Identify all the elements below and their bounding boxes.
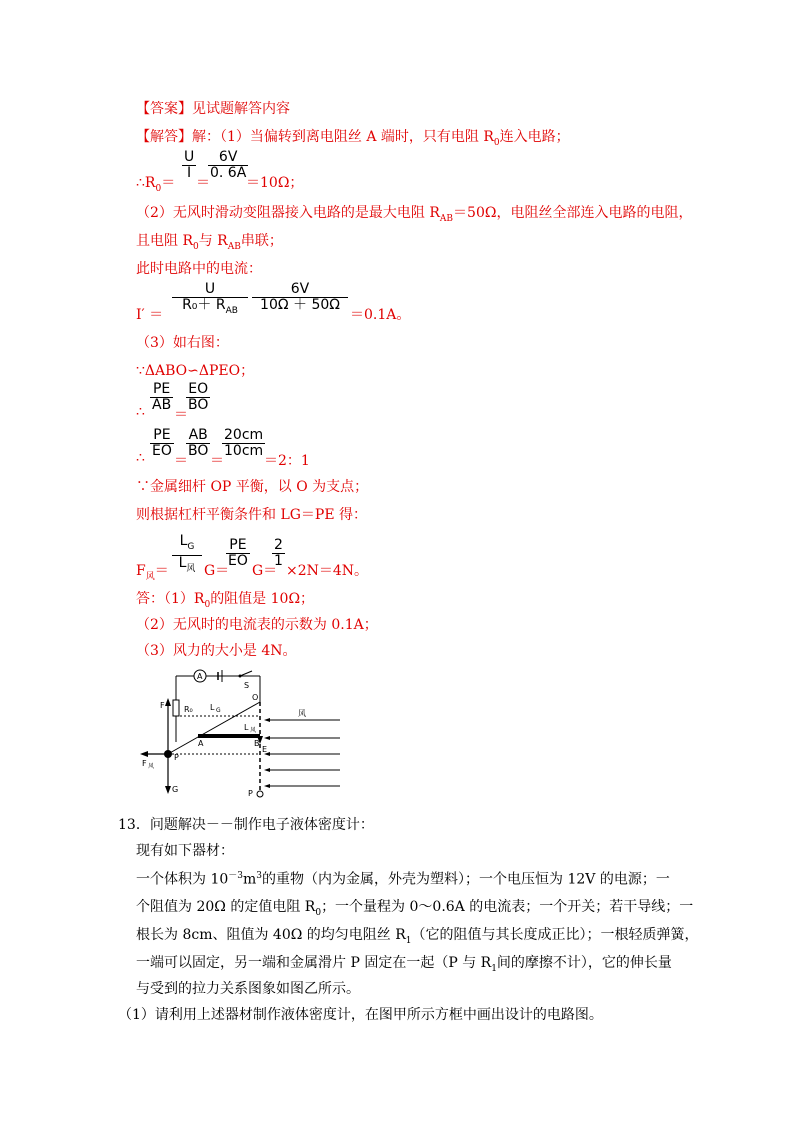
solution-line xyxy=(136,126,570,148)
eq4-result: ＝2：1 xyxy=(264,453,310,469)
part2-line3: 此时电路中的电流： xyxy=(136,261,262,277)
label-g: G xyxy=(172,785,179,794)
label-fwind: F xyxy=(142,759,147,768)
eq4-frac3 xyxy=(222,428,265,459)
sub-text: AB xyxy=(225,305,238,316)
denominator xyxy=(172,298,248,319)
text: 一个体积为 10 xyxy=(136,871,229,888)
num-text: L xyxy=(179,533,188,549)
text: ＝50Ω，电阻丝全部连入电路的电阻， xyxy=(453,205,693,221)
eq5-frac1 xyxy=(172,534,202,577)
part2-line1 xyxy=(136,202,692,224)
denominator: AB xyxy=(152,397,172,413)
label-fwind-sub: 风 xyxy=(148,763,155,770)
label-switch: S xyxy=(244,681,250,690)
eq1-eq2: ＝ xyxy=(196,175,210,191)
numerator: U xyxy=(172,282,248,298)
eq3-frac2 xyxy=(186,382,210,413)
sub-text: 1 xyxy=(491,963,497,974)
numerator: 6V xyxy=(208,150,248,166)
solution-intro-end: 连入电路； xyxy=(499,129,570,145)
sub-text: 0 xyxy=(315,907,322,918)
eq4-frac2 xyxy=(186,428,210,459)
eq4-eq2: ＝ xyxy=(210,453,224,469)
sub-text: G xyxy=(187,541,195,552)
eq3-frac1 xyxy=(150,382,173,413)
denominator xyxy=(172,556,202,577)
gravity-arrow-icon xyxy=(165,786,171,794)
label-f: F xyxy=(160,701,165,710)
label-lwind-sub: 风 xyxy=(250,727,257,734)
label-r0: R₀ xyxy=(184,705,193,714)
eq3-lhs: ∴ xyxy=(136,404,145,420)
denominator: BO xyxy=(188,443,209,459)
q13-line4 xyxy=(136,924,699,946)
ans-line1 xyxy=(136,588,314,610)
eq5-g1: G＝ xyxy=(204,563,230,579)
denominator: EO xyxy=(152,443,172,459)
text: F xyxy=(136,563,146,579)
eq5-frac3 xyxy=(272,538,285,569)
q13-line6: 与受到的拉力关系图象如图乙所示。 xyxy=(136,981,360,997)
eq3-eq: ＝ xyxy=(174,407,188,423)
q13-line5 xyxy=(136,952,672,974)
q13-title: 13．问题解决－－制作电子液体密度计： xyxy=(118,817,374,833)
label-e: E xyxy=(262,745,268,754)
sub-text: 0 xyxy=(155,183,162,194)
text: 个阻值为 20Ω 的定值电阻 R xyxy=(136,899,316,915)
sub-text: 0 xyxy=(493,137,500,148)
text: 串联； xyxy=(240,233,283,249)
denominator: 0. 6A xyxy=(210,165,247,181)
part3-line2: ∵ΔABO∽ΔPEO； xyxy=(136,363,255,379)
label-o: O xyxy=(252,693,259,702)
q13-line2 xyxy=(136,868,670,889)
label-b: B xyxy=(254,739,260,748)
sup-text: －3 xyxy=(228,871,243,881)
q13-line1: 现有如下器材： xyxy=(136,843,234,859)
eq4-eq: ＝ xyxy=(174,453,188,469)
numerator: 2 xyxy=(274,537,283,553)
numerator: EO xyxy=(186,382,210,398)
text: 与 R xyxy=(198,233,228,249)
text: 且电阻 R xyxy=(136,233,193,249)
q13-line3 xyxy=(136,896,693,918)
denominator: 10cm xyxy=(224,443,264,459)
answer-header-text: 见试题解答内容 xyxy=(192,101,290,117)
wind-force-arrow-icon xyxy=(140,751,148,757)
label-p2: P xyxy=(248,789,253,798)
numerator: PE xyxy=(150,428,174,444)
denominator: 1 xyxy=(274,553,283,569)
eq2-frac1 xyxy=(172,282,248,319)
text: 根长为 8cm、阻值为 40Ω 的均匀电阻丝 R xyxy=(136,927,406,943)
text: （2）无风时滑动变阻器接入电路的是最大电阻 R xyxy=(136,205,440,221)
ans-line2: （2）无风时的电流表的示数为 0.1A； xyxy=(136,617,378,633)
eq2-result: ＝0.1A。 xyxy=(350,307,411,323)
label-lg: L xyxy=(210,703,215,712)
denominator: 10Ω ＋ 50Ω xyxy=(260,297,340,313)
text: 答：（1）R xyxy=(136,591,205,607)
q13-line7: （1）请利用上述器材制作液体密度计，在图甲所示方框中画出设计的电路图。 xyxy=(118,1007,603,1023)
answer-line xyxy=(136,98,290,118)
text: 的重物（内为金属，外壳为塑料）；一个电压恒为 12V 的电源；一 xyxy=(262,871,670,888)
label-lg-sub: G xyxy=(216,707,221,714)
part3-line3: ∵金属细杆 OP 平衡，以 O 为支点； xyxy=(136,479,369,495)
lever-circuit-diagram xyxy=(140,660,360,810)
text: 一端可以固定，另一端和金属滑片 P 固定在一起（P 与 R xyxy=(136,955,492,971)
numerator: U xyxy=(184,149,195,165)
numerator: AB xyxy=(186,428,210,444)
sub-text: AB xyxy=(227,241,241,252)
eq5-result: ×2N＝4N。 xyxy=(286,563,369,579)
numerator xyxy=(172,534,202,556)
sub-text: 风 xyxy=(186,563,196,574)
eq1-lhs-text: ∴R xyxy=(136,175,156,191)
sub-text: 1 xyxy=(405,935,412,946)
eq2-lhs: I′ ＝ xyxy=(136,307,164,323)
eq1-result: ＝10Ω； xyxy=(246,175,304,191)
answer-header: 【答案】 xyxy=(136,101,192,117)
label-wind: 风 xyxy=(298,709,306,718)
solution-header: 【解答】 xyxy=(136,129,192,145)
label-a: A xyxy=(198,739,204,748)
text: 间的摩擦不计），它的伸长量 xyxy=(496,955,672,971)
wind-arrows xyxy=(264,718,340,788)
denominator: EO xyxy=(228,553,248,569)
eq5-frac2 xyxy=(226,538,250,569)
numerator: 6V xyxy=(252,282,348,298)
label-lwind: L xyxy=(244,723,249,732)
p-prime-icon xyxy=(257,791,263,797)
resistor-r0-icon xyxy=(173,700,179,716)
sub-text: 0 xyxy=(193,241,199,252)
eq1-frac1 xyxy=(182,150,196,181)
sub-text: 0 xyxy=(204,599,211,610)
eq5-g2: G＝ xyxy=(252,563,278,579)
den-text: R₀＋ R xyxy=(182,297,226,313)
eq5-lhs xyxy=(136,560,169,582)
part3-line4: 则根据杠杆平衡条件和 LG＝PE 得： xyxy=(136,507,368,523)
numerator: PE xyxy=(226,538,250,554)
eq4-frac1 xyxy=(150,428,174,459)
label-p: P xyxy=(174,753,179,762)
ans-line3: （3）风力的大小是 4N。 xyxy=(136,643,297,659)
eq1-frac2 xyxy=(208,150,248,181)
eq2-frac2 xyxy=(252,282,348,313)
solution-intro: 解：（1）当偏转到离电阻丝 A 端时，只有电阻 R xyxy=(192,129,494,145)
part2-line2 xyxy=(136,230,283,252)
eq-sign: ＝ xyxy=(161,175,176,191)
denominator: I xyxy=(187,165,192,181)
sub-text: AB xyxy=(439,213,454,224)
sup-text: 3 xyxy=(256,871,263,881)
text: ＝ xyxy=(154,563,169,579)
text: ；一个量程为 0～0.6A 的电流表；一个开关；若干导线；一 xyxy=(321,899,694,915)
eq4-lhs: ∴ xyxy=(136,450,145,466)
text: 的阻值是 10Ω； xyxy=(210,591,315,607)
force-arrow-icon xyxy=(165,698,171,706)
numerator: 20cm xyxy=(224,427,264,443)
text: （它的阻值与其长度成正比）；一根轻质弹簧， xyxy=(411,927,699,943)
switch-icon xyxy=(240,671,252,676)
eq1-lhs xyxy=(136,172,175,194)
label-ammeter: A xyxy=(197,672,203,681)
numerator: PE xyxy=(150,382,173,398)
den-text: L xyxy=(178,554,187,571)
sub-text: 风 xyxy=(145,571,155,582)
part3-line1: （3）如右图： xyxy=(136,335,229,351)
denominator: BO xyxy=(188,397,209,413)
text: m xyxy=(243,871,257,888)
